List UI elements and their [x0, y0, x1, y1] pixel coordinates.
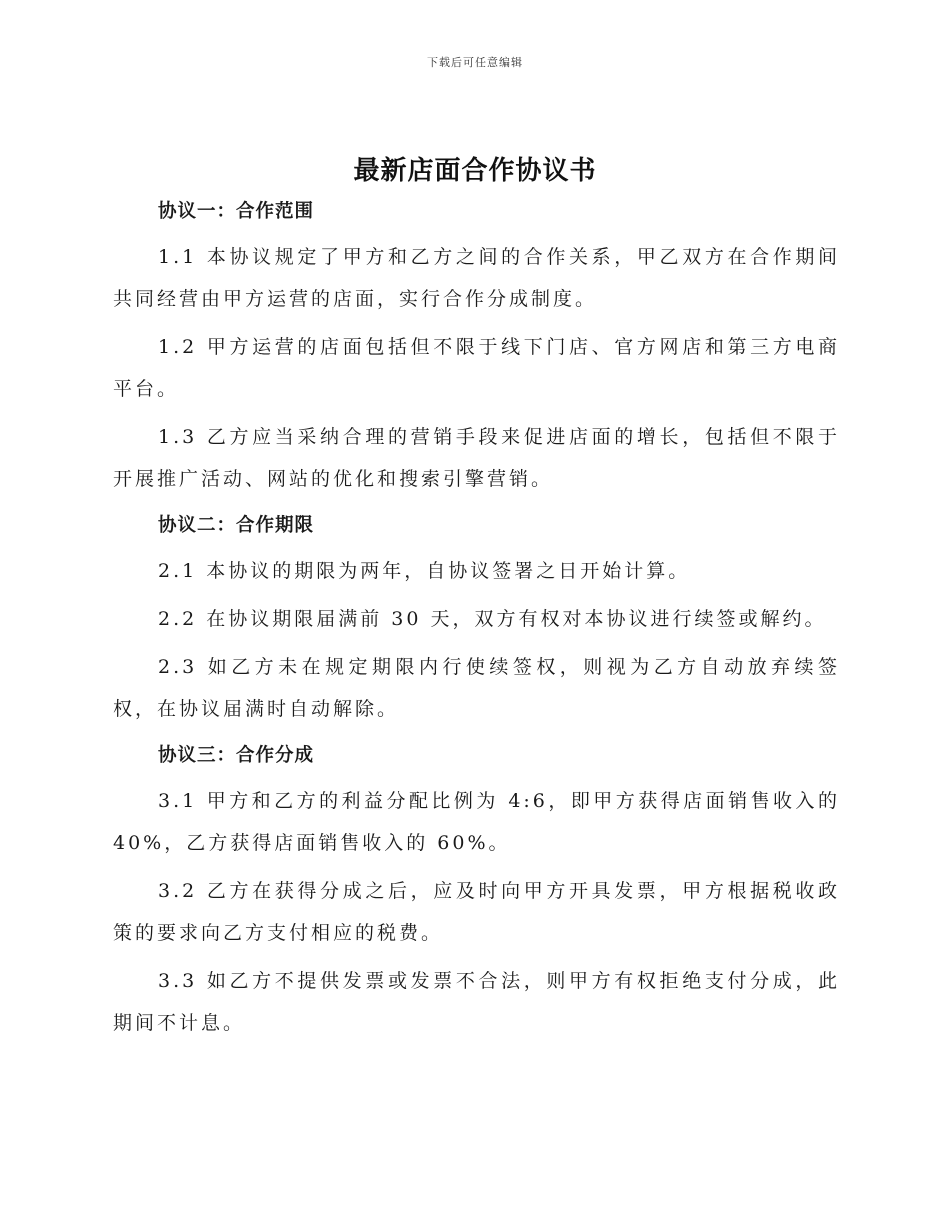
paragraph: 2.1 本协议的期限为两年，自协议签署之日开始计算。 — [158, 560, 691, 582]
paragraph: 1.1 本协议规定了甲方和乙方之间的合作关系，甲乙双方在合作期间共同经营由甲方运营的店面，实行合作分成制度。 — [113, 246, 840, 310]
section-heading: 协议三：合作分成 — [158, 745, 315, 766]
document-title: 最新店面合作协议书 — [353, 156, 597, 186]
paragraph: 3.1 甲方和乙方的利益分配比例为 4:6，即甲方获得店面销售收入的40%，乙方获得店面销售收入的 60%。 — [113, 790, 840, 854]
section-1 — [113, 194, 840, 500]
section-heading: 协议二：合作期限 — [158, 515, 315, 536]
paragraph: 3.3 如乙方不提供发票或发票不合法，则甲方有权拒绝支付分成，此期间不计息。 — [113, 970, 840, 1034]
page-header: 下载后可任意编辑 — [427, 56, 523, 69]
paragraph: 1.2 甲方运营的店面包括但不限于线下门店、官方网店和第三方电商平台。 — [113, 336, 840, 400]
section-2 — [113, 508, 840, 730]
document-body — [113, 194, 840, 1052]
paragraph: 3.2 乙方在获得分成之后，应及时向甲方开具发票，甲方根据税收政策的要求向乙方支付相应的税费。 — [113, 880, 840, 944]
section-3 — [113, 738, 840, 1044]
paragraph: 2.3 如乙方未在规定期限内行使续签权，则视为乙方自动放弃续签权，在协议届满时自动解除。 — [113, 656, 840, 720]
paragraph: 1.3 乙方应当采纳合理的营销手段来促进店面的增长，包括但不限于开展推广活动、网站的优化和搜索引擎营销。 — [113, 426, 840, 490]
paragraph: 2.2 在协议期限届满前 30 天，双方有权对本协议进行续签或解约。 — [158, 608, 827, 630]
section-heading: 协议一：合作范围 — [158, 201, 315, 222]
